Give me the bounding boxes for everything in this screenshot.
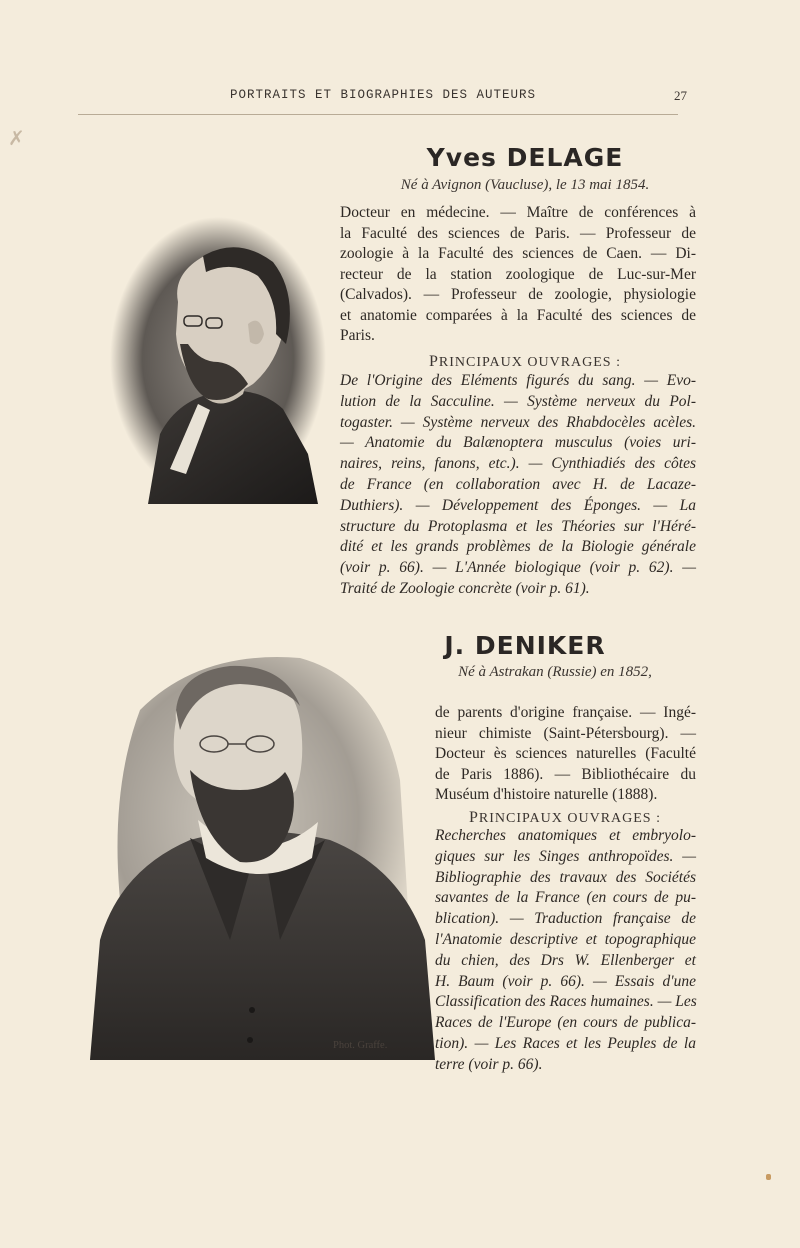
portrait-photo-icon bbox=[80, 640, 440, 1060]
works-line: naires, reins, fanons, etc.). — Cynthiadiés des côtes bbox=[340, 455, 696, 473]
works-line: Bibliographie des travaux des Sociétés bbox=[435, 868, 696, 886]
running-title: PORTRAITS ET BIOGRAPHIES DES AUTEURS bbox=[230, 88, 537, 102]
margin-mark-icon: ✗ bbox=[8, 126, 25, 150]
page-number: 27 bbox=[674, 88, 687, 103]
bio-line: et anatomie comparées à la Faculté des sciences de bbox=[340, 306, 696, 324]
works-line: blication). — Traduction française de bbox=[435, 910, 696, 928]
works-line: togaster. — Système nerveux des Rhabdocèles acèles. bbox=[340, 413, 696, 431]
works-line: terre (voir p. 66). bbox=[435, 1055, 543, 1073]
bio-line: (Calvados). — Professeur de zoologie, physiologie bbox=[340, 286, 696, 303]
bio-line: Docteur ès sciences naturelles (Faculté bbox=[435, 745, 696, 762]
works-line: H. Baum (voir p. 66). — Essais d'une bbox=[435, 972, 696, 990]
works-line: Duthiers). — Développement des Éponges. — La bbox=[340, 496, 696, 514]
works-line: Classification des Races humaines. — Les bbox=[435, 993, 697, 1011]
works-line: savantes de la France (en cours de pu- bbox=[435, 889, 696, 907]
works-line: du chien, des Drs W. Ellenberger et bbox=[435, 951, 696, 969]
bio-line: recteur de la station zoologique de Luc-sur-Mer bbox=[340, 265, 696, 283]
works-line: dité et les grands problèmes de la Biologie générale bbox=[340, 538, 696, 556]
works-line: — Anatomie du Balænoptera musculus (voies uri- bbox=[340, 434, 696, 452]
works-heading: PRINCIPAUX OUVRAGES : bbox=[429, 353, 621, 370]
bio-line: zoologie à la Faculté des sciences de Caen. — Di- bbox=[340, 245, 696, 262]
works-heading: PRINCIPAUX OUVRAGES : bbox=[469, 809, 661, 826]
works-line: lution de la Sacculine. — Système nerveux du Pol- bbox=[340, 392, 696, 410]
entry-biography bbox=[435, 703, 696, 806]
header-rule bbox=[78, 114, 678, 115]
entry-birth: Né à Avignon (Vaucluse), le 13 mai 1854. bbox=[400, 177, 650, 193]
photo-credit: Phot. Graffe. bbox=[333, 1040, 388, 1051]
bio-line: nieur chimiste (Saint-Pétersbourg). — bbox=[435, 724, 696, 742]
works-line: De l'Origine des Eléments figurés du sang. — Evo- bbox=[340, 372, 696, 389]
works-line: Races de l'Europe (en cours de publica- bbox=[435, 1014, 696, 1032]
bio-line: Paris. bbox=[340, 327, 375, 344]
works-line: Traité de Zoologie concrète (voir p. 61). bbox=[340, 579, 590, 597]
bio-line: Docteur en médecine. — Maître de conférences à bbox=[340, 204, 696, 221]
entry-birth: Né à Astrakan (Russie) en 1852, bbox=[458, 664, 652, 680]
works-list bbox=[340, 371, 696, 600]
works-line: Recherches anatomiques et embryolo- bbox=[435, 827, 696, 844]
portrait-engraving-icon bbox=[108, 214, 328, 504]
entry-name: Yves DELAGE bbox=[426, 143, 624, 172]
ink-spot bbox=[766, 1174, 771, 1180]
entry-biography bbox=[340, 203, 696, 347]
works-list bbox=[435, 826, 696, 1076]
bio-line: de Paris 1886). — Bibliothécaire du bbox=[435, 765, 696, 783]
bio-line: la Faculté des sciences de Paris. — Professeur de bbox=[340, 224, 696, 242]
works-line: (voir p. 66). — L'Année biologique (voir p. 62). — bbox=[340, 559, 696, 577]
works-line: l'Anatomie descriptive et topographique bbox=[435, 930, 696, 948]
entry-name: J. DENIKER bbox=[444, 631, 606, 660]
works-line: tion). — Les Races et les Peuples de la bbox=[435, 1034, 696, 1052]
bio-line: de parents d'origine française. — Ingé- bbox=[435, 704, 696, 721]
works-line: structure du Protoplasma et les Théories sur l'Héré- bbox=[340, 517, 696, 535]
works-line: de France (en collaboration avec H. de Lacaze- bbox=[340, 475, 696, 493]
works-line: giques sur les Singes anthropoïdes. — bbox=[435, 847, 696, 865]
bio-line: Muséum d'histoire naturelle (1888). bbox=[435, 786, 658, 803]
